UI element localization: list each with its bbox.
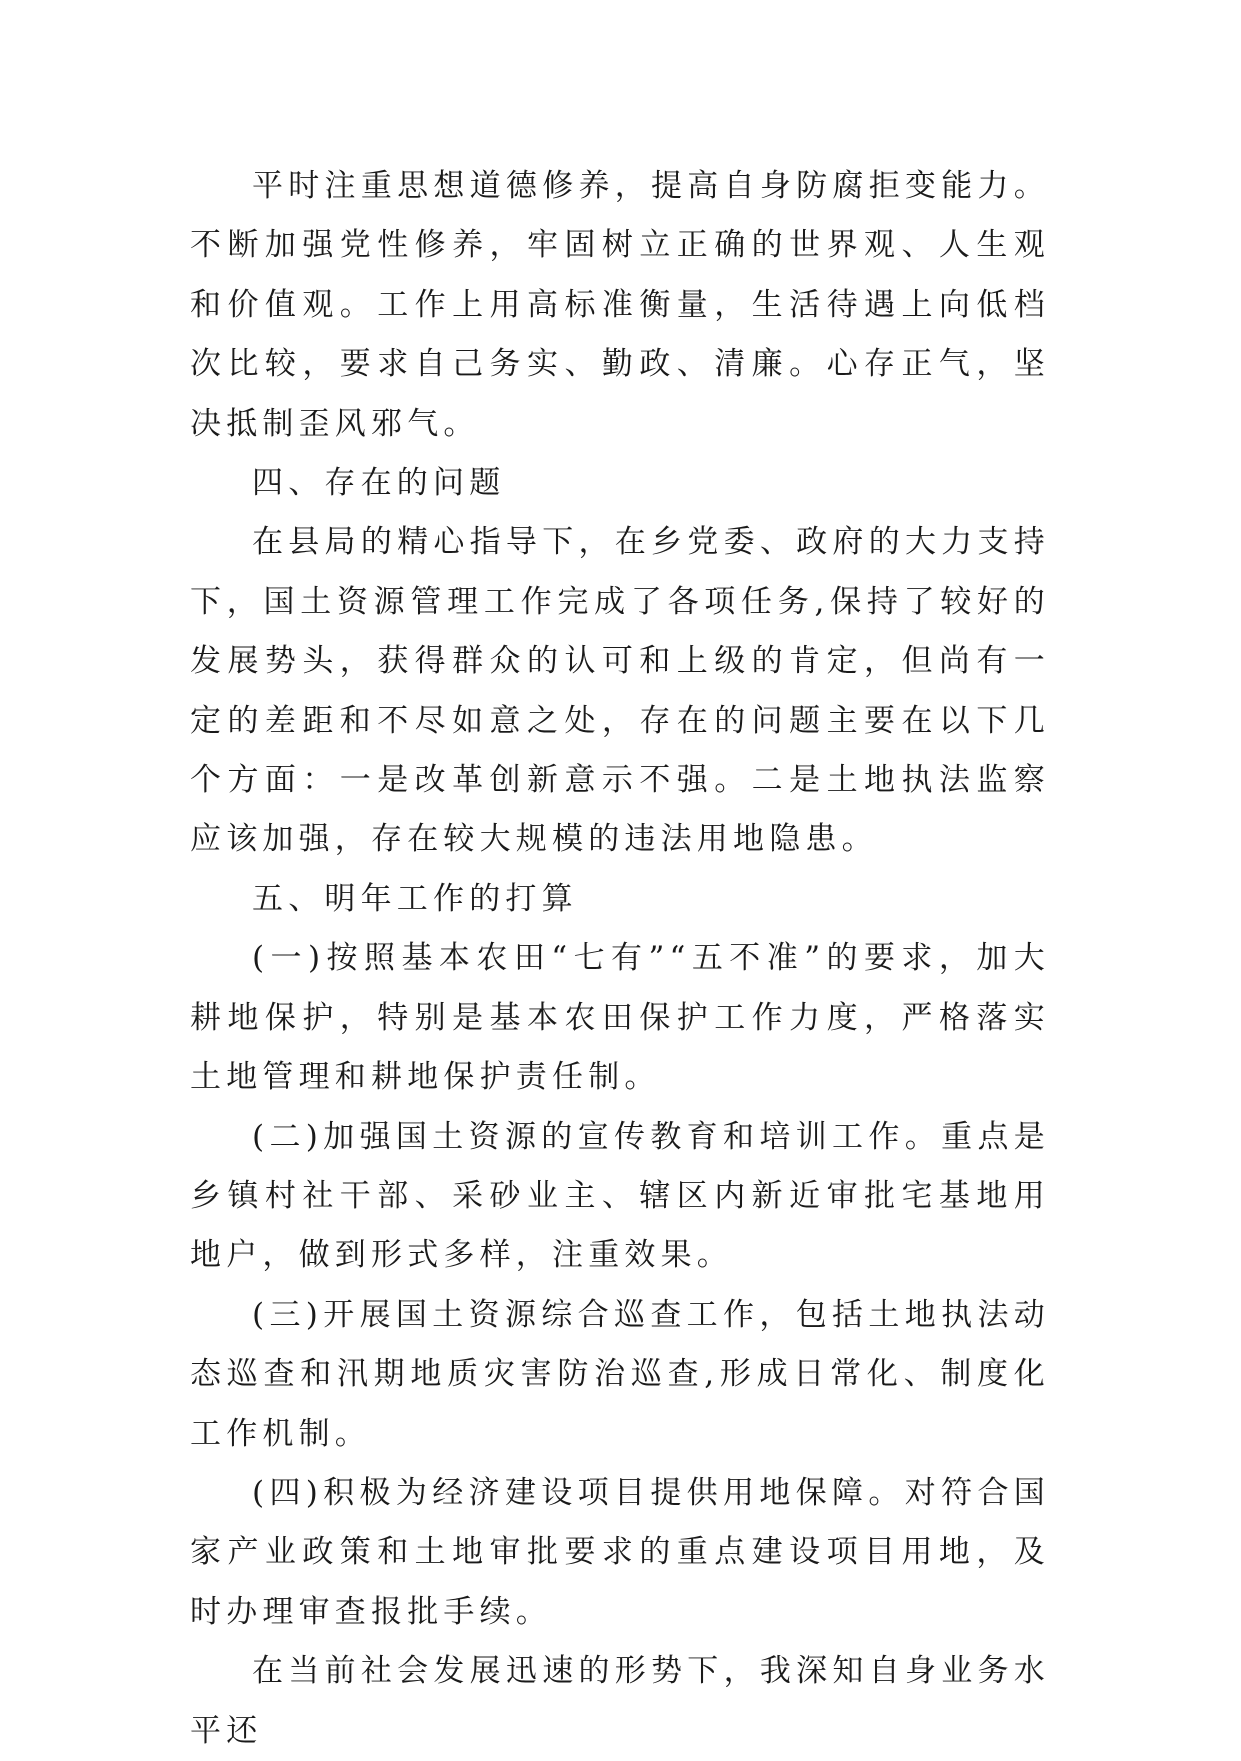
paragraph-plan-item-3: (三)开展国土资源综合巡查工作，包括土地执法动态巡查和汛期地质灾害防治巡查,形成日常化、制度化工作机制。	[190, 1296, 1050, 1452]
paragraph-problems: 在县局的精心指导下，在乡党委、政府的大力支持下，国土资源管理工作完成了各项任务,保持了较好的发展势头，获得群众的认可和上级的肯定，但尚有一定的差距和不尽如意之处，存在的问题主要在以下几个方面：一是改革创新意示不强。二是土地执法监察应该加强，存在较大规模的违法用地隐患。	[190, 524, 1050, 858]
section-heading-next-year-plan: 五、明年工作的打算	[252, 880, 578, 917]
section-heading-problems: 四、存在的问题	[252, 465, 506, 502]
paragraph-closing: 在当前社会发展迅速的形势下，我深知自身业务水平还	[190, 1653, 1050, 1749]
paragraph-plan-item-1: (一)按照基本农田“七有”“五不准”的要求，加大耕地保护，特别是基本农田保护工作力度，严格落实土地管理和耕地保护责任制。	[190, 940, 1050, 1096]
document-body	[190, 157, 1050, 1761]
paragraph-plan-item-2: (二)加强国土资源的宣传教育和培训工作。重点是乡镇村社干部、采砂业主、辖区内新近审批宅基地用地户，做到形式多样，注重效果。	[190, 1118, 1050, 1274]
paragraph-self-cultivation: 平时注重思想道德修养，提高自身防腐拒变能力。不断加强党性修养，牢固树立正确的世界观、人生观和价值观。工作上用高标准衡量，生活待遇上向低档次比较，要求自己务实、勤政、清廉。心存正气，坚决抵制歪风邪气。	[190, 168, 1050, 442]
paragraph-plan-item-4: (四)积极为经济建设项目提供用地保障。对符合国家产业政策和土地审批要求的重点建设项目用地，及时办理审查报批手续。	[190, 1474, 1050, 1630]
